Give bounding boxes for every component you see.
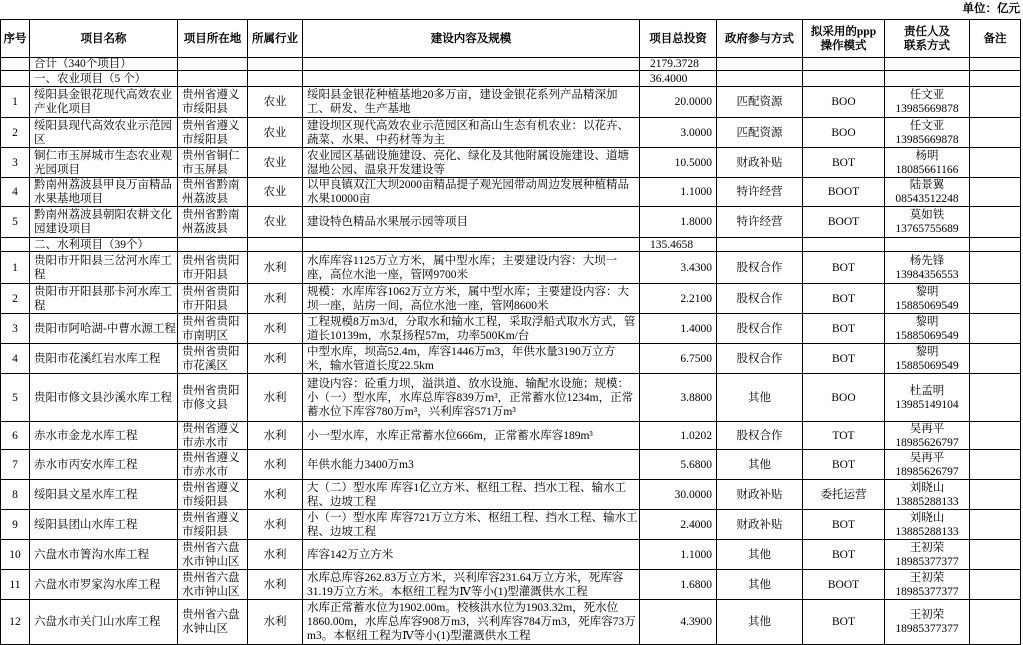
contact-cell xyxy=(885,207,970,238)
row-number-cell: 4 xyxy=(1,344,30,374)
government-participation-cell: 特许经营 xyxy=(717,207,803,238)
empty-cell xyxy=(178,58,248,71)
contact-cell xyxy=(885,600,970,645)
government-participation-cell: 财政补贴 xyxy=(717,510,803,540)
table-row xyxy=(1,178,1021,207)
section-title: 一、农业项目（5 个） xyxy=(30,71,178,87)
section-investment: 135.4658 xyxy=(640,238,717,252)
contact-name: 刘晓山 xyxy=(909,511,945,524)
contact-phone: 15885069549 xyxy=(895,329,959,342)
project-location-cell: 贵州省遵义市绥阳县 xyxy=(178,510,248,540)
project-location-cell: 贵州省六盘水钟山区 xyxy=(178,600,248,645)
total-investment-cell: 4.3900 xyxy=(640,600,717,645)
remarks-cell xyxy=(970,540,1021,570)
project-name-cell: 绥阳县现代高效农业示范园区 xyxy=(30,118,178,148)
contact-cell xyxy=(885,87,970,118)
table-row xyxy=(1,207,1021,238)
government-participation-cell: 股权合作 xyxy=(717,284,803,314)
construction-content-cell: 工程规模8万m3/d，分取水和输水工程，采取浮船式取水方式，管道长10139m，水泵扬程57m，功率500Km/台 xyxy=(303,314,640,344)
empty-cell xyxy=(303,71,640,87)
total-investment-cell: 3.0000 xyxy=(640,118,717,148)
row-number-cell: 1 xyxy=(1,252,30,284)
ppp-mode-cell: BOOT xyxy=(803,570,885,600)
construction-content-cell: 小一型水库，水库正常蓄水位666m，正常蓄水库容189m³ xyxy=(303,422,640,450)
header-row xyxy=(1,20,1021,58)
industry-cell: 水利 xyxy=(248,600,303,645)
header-remarks: 备注 xyxy=(970,20,1021,58)
contact-phone: 15885069549 xyxy=(895,299,959,312)
contact-cell xyxy=(885,374,970,422)
construction-content-cell: 以甲良镇双江大坝2000亩精品提子观光园带动周边发展种植精品水果10000亩 xyxy=(303,178,640,207)
industry-cell: 水利 xyxy=(248,540,303,570)
industry-cell: 农业 xyxy=(248,148,303,178)
government-participation-cell: 其他 xyxy=(717,540,803,570)
ppp-mode-cell: BOT xyxy=(803,540,885,570)
total-investment-cell: 2.2100 xyxy=(640,284,717,314)
remarks-cell xyxy=(970,314,1021,344)
ppp-mode-cell: TOT xyxy=(803,422,885,450)
ppp-mode-cell: BOT xyxy=(803,344,885,374)
table-row xyxy=(1,422,1021,450)
construction-content-cell: 建设坝区现代高效农业示范园区和高山生态有机农业：以花卉、蔬菜、水果、中药材等为主 xyxy=(303,118,640,148)
industry-cell: 水利 xyxy=(248,374,303,422)
project-table xyxy=(0,19,1021,645)
total-investment-cell: 2.4000 xyxy=(640,510,717,540)
project-location-cell: 贵州省贵阳市修文县 xyxy=(178,374,248,422)
ppp-mode-cell: BOO xyxy=(803,118,885,148)
empty-cell xyxy=(803,238,885,252)
contact-phone: 08543512248 xyxy=(895,193,959,205)
construction-content-cell: 库容142万立方米 xyxy=(303,540,640,570)
header-construction-content: 建设内容及规模 xyxy=(303,20,640,58)
contact-cell xyxy=(885,118,970,148)
unit-label: 单位：亿元 xyxy=(962,3,1020,15)
project-name-cell: 绥阳县文星水库工程 xyxy=(30,480,178,510)
empty-cell xyxy=(1,238,30,252)
table-row xyxy=(1,284,1021,314)
table-row xyxy=(1,540,1021,570)
construction-content-cell: 水库库容1125万立方米，属中型水库；主要建设内容：大坝一座，高位水池一座，管网9700米 xyxy=(303,252,640,284)
header-project-name: 项目名称 xyxy=(30,20,178,58)
government-participation-cell: 匹配资源 xyxy=(717,118,803,148)
contact-name: 任文亚 xyxy=(909,89,945,101)
contact-name: 吴再平 xyxy=(909,451,945,464)
row-number-cell: 3 xyxy=(1,148,30,178)
table-row xyxy=(1,374,1021,422)
contact-phone: 18985626797 xyxy=(895,465,959,478)
ppp-mode-cell: BOO xyxy=(803,374,885,422)
construction-content-cell: 建设内容：砼重力坝，溢洪道、放水设施、输配水设施；规模：小（一）型水库，水库总库容839万m³，正常蓄水位1234m，正常蓄水位下库容780万m³，兴利库容571万m³ xyxy=(303,374,640,422)
empty-cell xyxy=(717,238,803,252)
contact-phone: 13985669878 xyxy=(895,103,959,115)
empty-cell xyxy=(970,58,1021,71)
section-row xyxy=(1,71,1021,87)
contact-name: 陆景翼 xyxy=(909,179,945,191)
remarks-cell xyxy=(970,252,1021,284)
empty-cell xyxy=(248,58,303,71)
government-participation-cell: 匹配资源 xyxy=(717,87,803,118)
total-label: 合计（340个项目） xyxy=(30,58,178,71)
project-location-cell: 贵州省贵阳市南明区 xyxy=(178,314,248,344)
project-location-cell: 贵州省黔南州荔波县 xyxy=(178,178,248,207)
government-participation-cell: 财政补贴 xyxy=(717,480,803,510)
total-investment-cell: 30.0000 xyxy=(640,480,717,510)
industry-cell: 农业 xyxy=(248,118,303,148)
contact-cell xyxy=(885,178,970,207)
row-number-cell: 5 xyxy=(1,207,30,238)
total-investment-cell: 5.6800 xyxy=(640,450,717,480)
government-participation-cell: 股权合作 xyxy=(717,252,803,284)
project-location-cell: 贵州省遵义市绥阳县 xyxy=(178,87,248,118)
government-participation-cell: 特许经营 xyxy=(717,178,803,207)
ppp-mode-cell: 委托运营 xyxy=(803,480,885,510)
header-industry: 所属行业 xyxy=(248,20,303,58)
remarks-cell xyxy=(970,600,1021,645)
empty-cell xyxy=(248,238,303,252)
contact-cell xyxy=(885,480,970,510)
contact-name: 杨先锋 xyxy=(909,254,945,267)
contact-cell xyxy=(885,314,970,344)
remarks-cell xyxy=(970,510,1021,540)
contact-phone: 18985626797 xyxy=(895,436,959,449)
industry-cell: 水利 xyxy=(248,510,303,540)
project-name-cell: 贵阳市花溪红岩水库工程 xyxy=(30,344,178,374)
empty-cell xyxy=(885,71,970,87)
remarks-cell xyxy=(970,207,1021,238)
contact-cell xyxy=(885,540,970,570)
construction-content-cell: 农业园区基础设施建设、亮化、绿化及其他附属设施建设、道塘湿地公园、温泉开发建设等 xyxy=(303,148,640,178)
project-location-cell: 贵州省贵阳市开阳县 xyxy=(178,252,248,284)
project-name-cell: 黔南州荔波县朝阳农耕文化园建设项目 xyxy=(30,207,178,238)
industry-cell: 水利 xyxy=(248,480,303,510)
industry-cell: 农业 xyxy=(248,178,303,207)
total-investment-cell: 1.8000 xyxy=(640,207,717,238)
total-investment: 2179.3728 xyxy=(640,58,717,71)
industry-cell: 水利 xyxy=(248,284,303,314)
government-participation-cell: 其他 xyxy=(717,374,803,422)
remarks-cell xyxy=(970,178,1021,207)
contact-phone: 13984356553 xyxy=(895,268,959,281)
construction-content-cell: 小（一）型水库 库容721万立方米、枢纽工程、挡水工程、输水工程、边坡工程 xyxy=(303,510,640,540)
construction-content-cell: 中型水库，坝高52.4m，库容1446万m3，年供水量3190万立方米，输水管道长度22.5km xyxy=(303,344,640,374)
header-row-number: 序号 xyxy=(1,20,30,58)
contact-cell xyxy=(885,344,970,374)
empty-cell xyxy=(303,58,640,71)
industry-cell: 农业 xyxy=(248,207,303,238)
ppp-mode-cell: BOT xyxy=(803,284,885,314)
remarks-cell xyxy=(970,284,1021,314)
project-location-cell: 贵州省贵阳市开阳县 xyxy=(178,284,248,314)
contact-phone: 18085661166 xyxy=(895,163,959,176)
ppp-mode-cell: BOT xyxy=(803,510,885,540)
project-name-cell: 黔南州荔波县甲良万亩精品水果基地项目 xyxy=(30,178,178,207)
empty-cell xyxy=(1,71,30,87)
table-row xyxy=(1,450,1021,480)
construction-content-cell: 水库总库容262.83万立方米，兴利库容231.64万立方米，死库容31.19万立方米。本枢纽工程为Ⅳ等小(1)型灌溉供水工程 xyxy=(303,570,640,600)
contact-name: 吴再平 xyxy=(909,422,945,435)
government-participation-cell: 股权合作 xyxy=(717,344,803,374)
contact-cell xyxy=(885,422,970,450)
ppp-mode-cell: BOO xyxy=(803,87,885,118)
section-row xyxy=(1,238,1021,252)
table-row xyxy=(1,600,1021,645)
total-investment-cell: 1.1000 xyxy=(640,540,717,570)
row-number-cell: 3 xyxy=(1,314,30,344)
header-contact: 责任人及联系方式 xyxy=(885,20,970,58)
government-participation-cell: 股权合作 xyxy=(717,422,803,450)
project-name-cell: 六盘水市罗家沟水库工程 xyxy=(30,570,178,600)
contact-name: 杜孟明 xyxy=(909,384,945,397)
remarks-cell xyxy=(970,374,1021,422)
row-number-cell: 6 xyxy=(1,422,30,450)
remarks-cell xyxy=(970,148,1021,178)
government-participation-cell: 股权合作 xyxy=(717,314,803,344)
industry-cell: 水利 xyxy=(248,252,303,284)
construction-content-cell: 大（二）型水库 库容1亿立方米、枢纽工程、挡水工程、输水工程、边坡工程 xyxy=(303,480,640,510)
contact-phone: 13985149104 xyxy=(895,398,959,411)
total-investment-cell: 3.4300 xyxy=(640,252,717,284)
project-name-cell: 赤水市金龙水库工程 xyxy=(30,422,178,450)
row-number-cell: 11 xyxy=(1,570,30,600)
remarks-cell xyxy=(970,450,1021,480)
total-investment-cell: 3.8800 xyxy=(640,374,717,422)
remarks-cell xyxy=(970,480,1021,510)
row-number-cell: 2 xyxy=(1,284,30,314)
row-number-cell: 1 xyxy=(1,87,30,118)
empty-cell xyxy=(970,238,1021,252)
row-number-cell: 2 xyxy=(1,118,30,148)
empty-cell xyxy=(885,58,970,71)
project-location-cell: 贵州省贵阳市花溪区 xyxy=(178,344,248,374)
table-row xyxy=(1,314,1021,344)
empty-cell xyxy=(717,71,803,87)
total-row xyxy=(1,58,1021,71)
table-body xyxy=(1,71,1021,645)
contact-cell xyxy=(885,450,970,480)
project-location-cell: 贵州省遵义市绥阳县 xyxy=(178,480,248,510)
construction-content-cell: 水库正常蓄水位为1902.00m。校核洪水位为1903.32m，死水位1860.00m，水库总库容908万m3，兴利库容784万m3，死库容73万m3。本枢纽工程为Ⅳ等小(1)型灌溉供水工程 xyxy=(303,600,640,645)
project-location-cell: 贵州省铜仁市玉屏县 xyxy=(178,148,248,178)
industry-cell: 水利 xyxy=(248,450,303,480)
project-location-cell: 贵州省黔南州荔波县 xyxy=(178,207,248,238)
empty-cell xyxy=(178,238,248,252)
row-number-cell: 8 xyxy=(1,480,30,510)
row-number-cell: 5 xyxy=(1,374,30,422)
contact-name: 黎明 xyxy=(915,315,939,328)
project-name-cell: 六盘水市箐沟水库工程 xyxy=(30,540,178,570)
project-location-cell: 贵州省六盘水市钟山区 xyxy=(178,540,248,570)
section-investment: 36.4000 xyxy=(640,71,717,87)
contact-name: 黎明 xyxy=(915,285,939,298)
contact-cell xyxy=(885,252,970,284)
total-investment-cell: 1.1000 xyxy=(640,178,717,207)
header-total-investment: 项目总投资 xyxy=(640,20,717,58)
row-number-cell: 4 xyxy=(1,178,30,207)
ppp-mode-cell: BOT xyxy=(803,252,885,284)
table-row xyxy=(1,570,1021,600)
header-government-participation: 政府参与方式 xyxy=(717,20,803,58)
project-location-cell: 贵州省六盘水市钟山区 xyxy=(178,570,248,600)
project-name-cell: 贵阳市开阳县那卡河水库工程 xyxy=(30,284,178,314)
construction-content-cell: 绥阳县金银花种植基地20多万亩，建设金银花系列产品精深加工、研发、生产基地 xyxy=(303,87,640,118)
table-row xyxy=(1,252,1021,284)
contact-phone: 13985669878 xyxy=(895,133,959,146)
industry-cell: 水利 xyxy=(248,422,303,450)
project-name-cell: 绥阳县团山水库工程 xyxy=(30,510,178,540)
row-number-cell: 7 xyxy=(1,450,30,480)
table-row xyxy=(1,480,1021,510)
construction-content-cell: 年供水能力3400万m3 xyxy=(303,450,640,480)
header-project-location: 项目所在地 xyxy=(178,20,248,58)
government-participation-cell: 其他 xyxy=(717,570,803,600)
total-investment-cell: 10.5000 xyxy=(640,148,717,178)
row-number-cell: 12 xyxy=(1,600,30,645)
industry-cell: 水利 xyxy=(248,570,303,600)
contact-phone: 18985377377 xyxy=(895,585,959,598)
header-ppp-mode: 拟采用的ppp操作模式 xyxy=(803,20,885,58)
row-number-cell: 9 xyxy=(1,510,30,540)
table-row xyxy=(1,510,1021,540)
contact-phone: 13765755689 xyxy=(895,223,959,235)
government-participation-cell: 其他 xyxy=(717,450,803,480)
table-row xyxy=(1,118,1021,148)
total-investment-cell: 1.4000 xyxy=(640,314,717,344)
empty-cell xyxy=(885,238,970,252)
contact-phone: 13885288133 xyxy=(895,525,959,538)
contact-phone: 18985377377 xyxy=(895,555,959,568)
contact-name: 杨明 xyxy=(915,149,939,162)
project-name-cell: 贵阳市修文县沙溪水库工程 xyxy=(30,374,178,422)
project-location-cell: 贵州省遵义市赤水市 xyxy=(178,450,248,480)
ppp-mode-cell: BOOT xyxy=(803,178,885,207)
total-investment-cell: 6.7500 xyxy=(640,344,717,374)
contact-phone: 18985377377 xyxy=(895,623,959,635)
contact-name: 刘晓山 xyxy=(909,481,945,494)
table-row xyxy=(1,87,1021,118)
table-row xyxy=(1,148,1021,178)
contact-cell xyxy=(885,148,970,178)
project-name-cell: 绥阳县金银花现代高效农业产业化项目 xyxy=(30,87,178,118)
total-investment-cell: 1.0202 xyxy=(640,422,717,450)
remarks-cell xyxy=(970,344,1021,374)
contact-phone: 15885069549 xyxy=(895,359,959,372)
industry-cell: 农业 xyxy=(248,87,303,118)
contact-cell xyxy=(885,510,970,540)
empty-cell xyxy=(717,58,803,71)
government-participation-cell: 其他 xyxy=(717,600,803,645)
industry-cell: 水利 xyxy=(248,314,303,344)
empty-cell xyxy=(803,58,885,71)
project-name-cell: 铜仁市玉屏城市生态农业观光园项目 xyxy=(30,148,178,178)
project-name-cell: 赤水市丙安水库工程 xyxy=(30,450,178,480)
contact-cell xyxy=(885,284,970,314)
contact-name: 任文亚 xyxy=(909,119,945,132)
total-investment-cell: 1.6800 xyxy=(640,570,717,600)
ppp-mode-cell: BOT xyxy=(803,450,885,480)
contact-name: 王初荣 xyxy=(909,541,945,554)
contact-cell xyxy=(885,570,970,600)
ppp-mode-cell: BOT xyxy=(803,314,885,344)
empty-cell xyxy=(178,71,248,87)
project-name-cell: 六盘水市关门山水库工程 xyxy=(30,600,178,645)
remarks-cell xyxy=(970,422,1021,450)
contact-name: 王初荣 xyxy=(909,571,945,584)
contact-name: 莫如铁 xyxy=(909,209,945,221)
remarks-cell xyxy=(970,87,1021,118)
contact-name: 黎明 xyxy=(915,345,939,358)
empty-cell xyxy=(970,71,1021,87)
project-name-cell: 贵阳市开阳县三岔河水库工程 xyxy=(30,252,178,284)
industry-cell: 水利 xyxy=(248,344,303,374)
empty-cell xyxy=(803,71,885,87)
empty-cell xyxy=(248,71,303,87)
government-participation-cell: 财政补贴 xyxy=(717,148,803,178)
empty-cell xyxy=(1,58,30,71)
ppp-mode-cell: BOT xyxy=(803,148,885,178)
contact-phone: 13885288133 xyxy=(895,495,959,508)
project-location-cell: 贵州省遵义市绥阳县 xyxy=(178,118,248,148)
table-row xyxy=(1,344,1021,374)
row-number-cell: 10 xyxy=(1,540,30,570)
section-title: 二、水利项目（39个） xyxy=(30,238,178,252)
project-location-cell: 贵州省遵义市赤水市 xyxy=(178,422,248,450)
empty-cell xyxy=(303,238,640,252)
remarks-cell xyxy=(970,118,1021,148)
ppp-mode-cell: BOOT xyxy=(803,207,885,238)
ppp-mode-cell: BOT xyxy=(803,600,885,645)
total-investment-cell: 20.0000 xyxy=(640,87,717,118)
construction-content-cell: 规模：水库库容1062万立方米，属中型水库；主要建设内容：大坝一座，站房一间，高位水池一座，管网8600米 xyxy=(303,284,640,314)
contact-name: 王初荣 xyxy=(909,609,945,621)
remarks-cell xyxy=(970,570,1021,600)
project-name-cell: 贵阳市阿哈湖-中曹水源工程 xyxy=(30,314,178,344)
construction-content-cell: 建设特色精品水果展示园等项目 xyxy=(303,207,640,238)
